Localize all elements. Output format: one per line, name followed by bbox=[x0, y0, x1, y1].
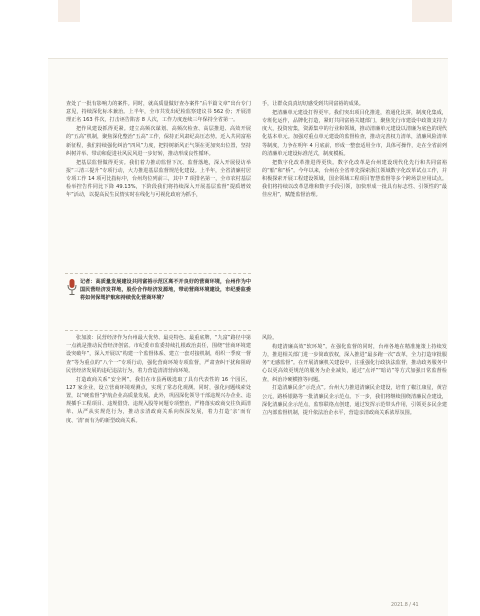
microphone-icon bbox=[66, 278, 78, 296]
top-rule bbox=[48, 58, 448, 59]
divider bbox=[65, 273, 251, 274]
article-column-left-bottom bbox=[66, 334, 251, 425]
paragraph: 风险。 bbox=[262, 335, 278, 341]
page-number: 2021.8 / 41 bbox=[391, 603, 419, 608]
paragraph: 把基层监督做得更实。我们着力推动监督下沉、监督落地，深入开展侵访举报“三清三提升”专项行动，大力推进基层监督规范化建设。上半年，全省清廉村居专项工作 14 项可比指标中，台州均位列前三，其中 7 项排名第一，全市农村基层检举控告件同比下降 49.13%，下阶段我们将持续深入开展基层监督“提质增效年”活动，以提高民生民情实时在线化与可视化政府为抓手， bbox=[66, 159, 251, 199]
paragraph: 构建清廉高效“软环境”。在强化监督的同时，台州各地在精准施策上持续发力，推进相关部门进一步简政放权，深入推进“最多跑一次”改革，全力打造审批服务“无感监督”。在开展清廉机关建设中，注重强化行政执法监督，推动政务服务中心以更高效更规范的服务为企业减负，通过“点评”“暗访”等方式加强日常监督检查，纠治冷硬横推等问题。 bbox=[262, 343, 447, 383]
interview-question: 记者：高质量发展建设共同富裕示范区离不开良好的营商环境，台州作为中国民营经济发祥地，股份合作经济发源地，带动营商环境建设，市纪委监委将如何保驾护航和持续优化营商环境？ bbox=[80, 279, 251, 302]
article-column-right-top bbox=[262, 100, 447, 200]
paragraph: 把数字化改革推进得更快。数字化改革是台州建设现代化先行和共同富裕的“船”和“桥”。今年以来，台州在全省率先探索浙江领域数字化改革试点工作，并积极探索开展工程建设领域，国企领域工程项目智慧监督等多个跨场景应用试点。我们将持续以改革思维和数字手段引领，加快形成一批具有标志性、引领性的“最佳应用”，赋能监督治理。 bbox=[262, 159, 447, 199]
paragraph: 查处了一批有影响力的案件。同时，就高质量做好查办案件“后半篇文章”出台专门意见，持续深化标本兼治。上半年，全市共发出纪检监察建议书 562 份；开展清理正名 163 件次，打击诬告陷害 8 人次，工作力度连续三年保持全省第一。 bbox=[66, 101, 251, 124]
article-column-right-bottom bbox=[262, 334, 447, 418]
decorative-tab bbox=[412, 0, 452, 22]
paragraph: 打造政商关系“安全网”。我们在市县两级选取了具有代表性的 16 个园区，127 家企业，设立营商环境观测点，实现了常态化观测。同时，强化问题线索处置，以“硬监督”护航企业高质量发展。此外，巩固深化领导干部违规兴办企业、违规插手工程项目、违规借贷、违规入股等问题专项整治，严格落实政商交往负面清单、从严从实规范行为，推动亲清政商关系向纵深发展，着力打造‘亲’而有度、‘清’而有为的新型政商关系。 bbox=[66, 376, 251, 424]
divider bbox=[65, 330, 251, 331]
article-column-left-top bbox=[66, 100, 251, 200]
paragraph: 手，让群众真真切切感受到共同富裕的成果。 bbox=[262, 101, 364, 107]
decorative-tab bbox=[58, 0, 80, 22]
paragraph: 把清廉单元建设打得更牢。我们突出项目化推进，着通化比拼，制度化集成，专班化运作，品牌化打造，紧盯共同富裕关键部门，聚焦先行市建设中政策支持力度大，投资密集，资源集中的行业和领域，推动清廉单元建设以清廉为底色的现代化基本单元。加强对重点单元建设的监督检查，推动完善权力清单，清廉风险清单等制度，力争在明年 4 月底前，形成一整套适用全市，具体可操作，走在全省前列的清廉单元建设标准范式，制度模板。 bbox=[262, 109, 447, 157]
paragraph: 张加波：民营经济作为台州最大优势、最亮特色、最重底牌，“九富”路径中第一点就是推动民营经济创富。市纪委市监委持续扎根政治责任，围绕“营商环境建设突破年”，深入开展以“构建一个监督体系、建立一套对接机制，组织一季度一督查”等为重点的“八个一”专项行动，强化营商环境专项监督，严肃查纠干扰和阻碍民营经济发展的违纪违法行为，着力营造清清营商环境。 bbox=[66, 335, 251, 374]
paragraph: 打造清廉民企“示范点”。台州大力推进清廉民企建设，培育了椒江康星，黄岩公元，路桥银路等一批清廉民企示范点。下一步，我们将继续围绕清廉民企建设，深化清廉民企示范点，监察联络点创建，通过发挥示范带头作用，引领更多民企建立内部监督机制，提升依法治企水平，营造亲清政商关系浓厚氛围。 bbox=[262, 385, 447, 417]
paragraph: 把作风建设抓得更紧。建立高频次谋划、高频次检查、高层推进、高效开展的“五高”机制，聚焦深化整治“五高”工作，保持正风肃纪高压态势。近入共同富裕新征程，我们持续强化纠治“四风”力度，把持树新风正气领在更加突出位置，坚持纠树并举、带动和促进社风民风进一步好转，推动形成良性循环。 bbox=[66, 126, 251, 157]
